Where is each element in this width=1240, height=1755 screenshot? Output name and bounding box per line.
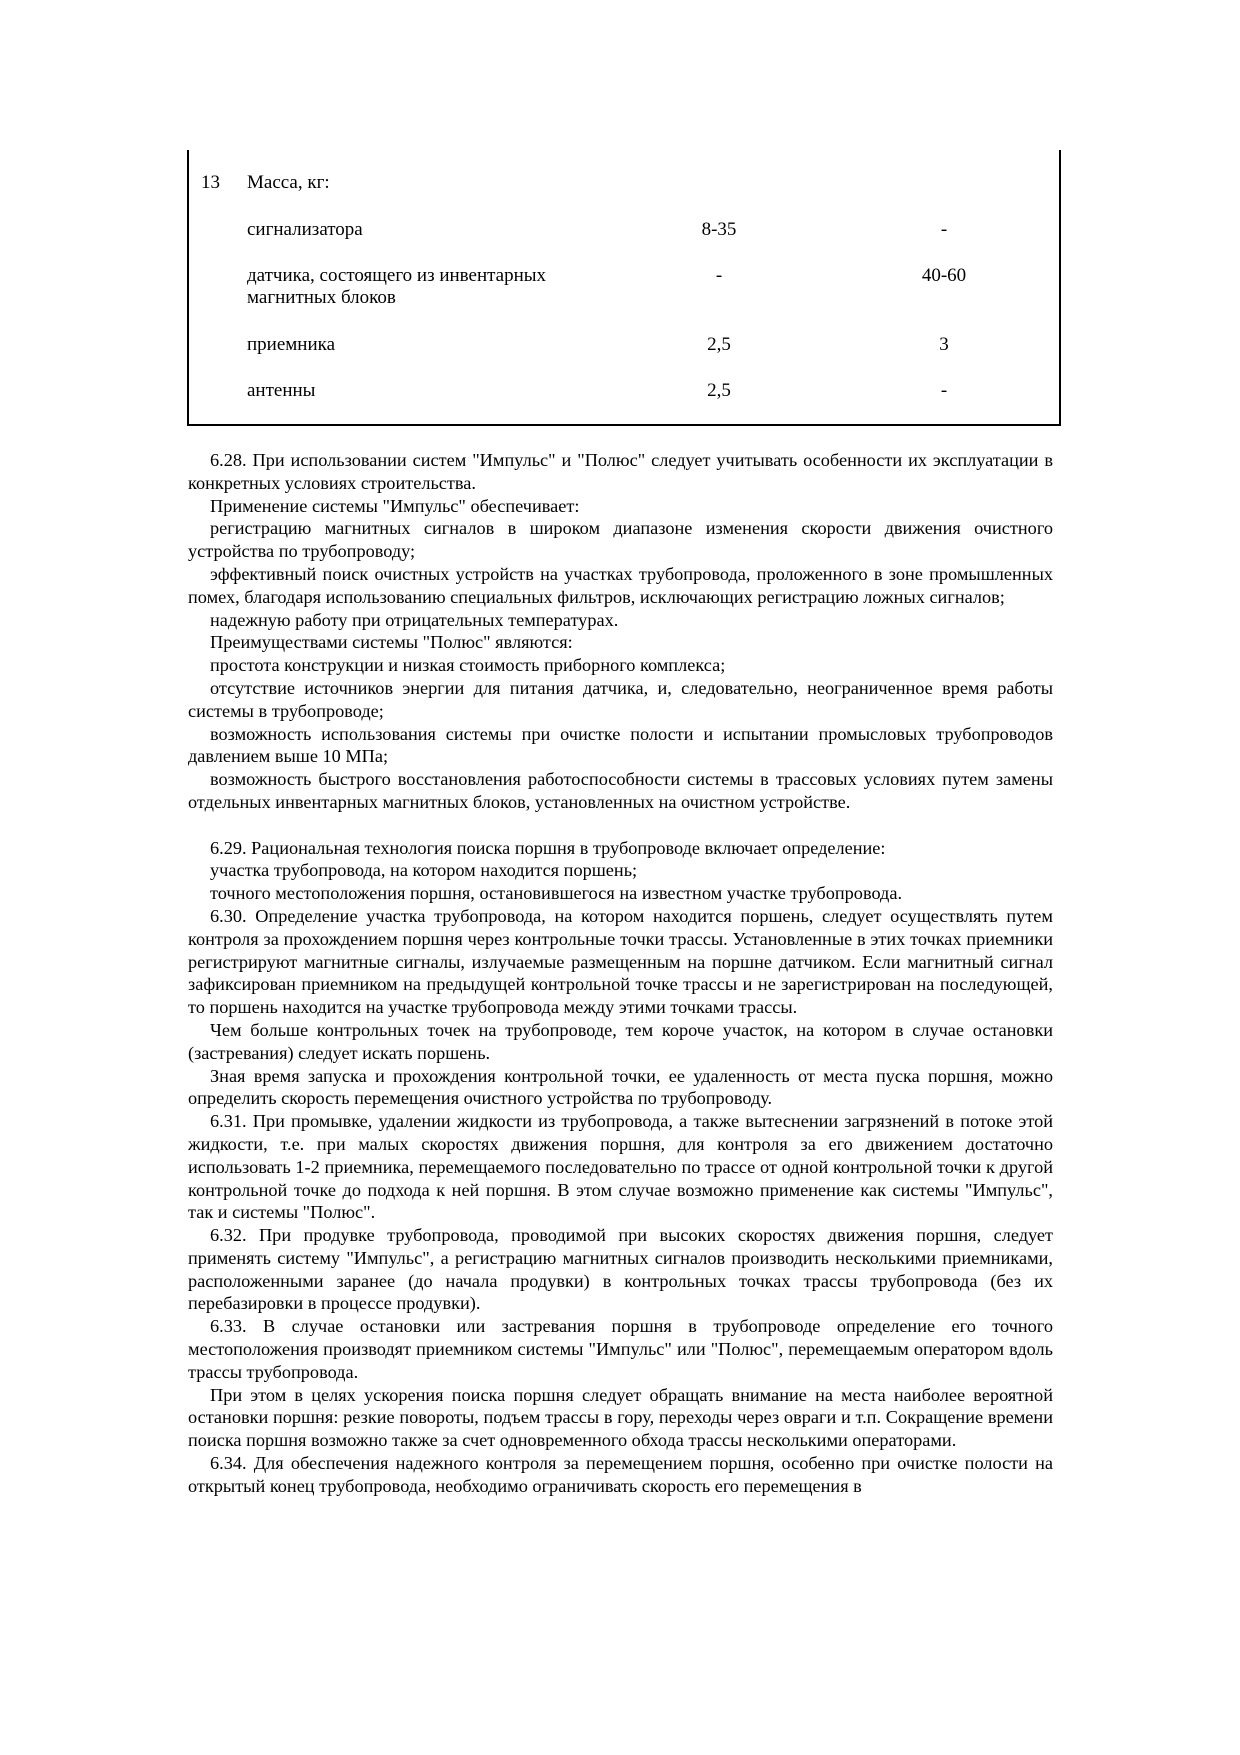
impuls-value: 2,5 — [707, 334, 731, 355]
paragraph: надежную работу при отрицательных температурах. — [210, 609, 619, 630]
polyus-value: - — [940, 219, 948, 240]
paragraph: 6.34. Для обеспечения надежного контроля за перемещением поршня, особенно при очистке полости на открытый конец трубопровода, необходимо ограничивать скорость его перемещения в — [188, 1453, 1053, 1496]
polyus-value: 3 — [939, 334, 949, 355]
paragraph: эффективный поиск очистных устройств на участках трубопровода, проложенного в зоне промышленных помех, благодаря использованию специальных фильтров, исключающих регистрацию ложных сигналов; — [188, 563, 1053, 607]
paragraph: участка трубопровода, на котором находится поршень; — [210, 860, 638, 881]
row-number: 13 — [201, 172, 220, 193]
paragraph: простота конструкции и низкая стоимость приборного комплекса; — [210, 655, 726, 676]
paragraph: возможность быстрого восстановления работоспособности системы в трассовых условиях путем замены отдельных инвентарных магнитных блоков, установленных на очистном устройстве. — [188, 769, 1053, 812]
polyus-value: 40-60 — [921, 265, 967, 286]
paragraph: точного местоположения поршня, остановившегося на известном участке трубопровода. — [210, 883, 903, 904]
paragraph: 6.31. При промывке, удалении жидкости из трубопровода, а также вытеснении загрязнений в потоке этой жидкости, т.е. при малых скоростях движения поршня, для контроля за его движением достаточно использовать 1-2 приемника, перемещаемого последовательно по трассе от одной контрольной точки к другой контрольной точке до подхода к ней поршня. В этом случае возможно применение как системы "Импульс", так и системы "Полюс". — [188, 1111, 1053, 1223]
polyus-value: - — [940, 380, 948, 401]
paragraph: Применение системы "Импульс" обеспечивает: — [210, 495, 580, 516]
impuls-value: - — [715, 265, 723, 286]
paragraph: регистрацию магнитных сигналов в широком диапазоне изменения скорости движения очистного устройства по трубопроводу; — [188, 518, 1053, 562]
mass-table — [187, 150, 1061, 426]
row-name: приемника — [247, 334, 336, 355]
row-name: антенны — [247, 380, 316, 401]
paragraph: возможность использования системы при очистке полости и испытании промысловых трубопроводов давлением выше 10 МПа; — [188, 723, 1053, 767]
paragraph-gap — [188, 814, 1053, 837]
row-name: датчика, состоящего из инвентарных магнитных блоков — [247, 265, 547, 308]
paragraph: отсутствие источников энергии для питания датчика, и, следовательно, неограниченное время работы системы в трубопроводе; — [188, 677, 1053, 721]
paragraph: 6.32. При продувке трубопровода, проводимой при высоких скоростях движения поршня, следует применять систему "Импульс", а регистрацию магнитных сигналов производить несколькими приемниками, расположенными заранее (до начала продувки) в контрольных точках трассы трубопровода (без их перебазировки в процессе продувки). — [188, 1225, 1053, 1314]
paragraph: Преимуществами системы "Полюс" являются: — [210, 632, 573, 653]
paragraph: При этом в целях ускорения поиска поршня следует обращать внимание на места наиболее вероятной остановки поршня: резкие повороты, подъем трассы в гору, переходы через овраги и т.п. Сокращение времени поиска поршня возможно также за счет одновременного обхода трассы несколькими операторами. — [188, 1384, 1053, 1451]
paragraph: 6.29. Рациональная технология поиска поршня в трубопроводе включает определение: — [210, 837, 886, 858]
impuls-value: 8-35 — [701, 219, 737, 240]
row-name: Масса, кг: — [247, 172, 330, 193]
paragraph: 6.30. Определение участка трубопровода, на котором находится поршень, следует осуществлять путем контроля за прохождением поршня через контрольные точки трассы. Установленные в этих точках приемники регистрируют магнитные сигналы, излучаемые размещенным на поршне датчиком. Если магнитный сигнал зафиксирован приемником на предыдущей контрольной точке трассы и не зарегистрирован на последующей, то поршень находится на участке трубопровода между этими точками трассы. — [188, 905, 1053, 1018]
document-body — [188, 449, 1053, 1498]
paragraph: 6.28. При использовании систем "Импульс" и "Полюс" следует учитывать особенности их эксплуатации в конкретных условиях строительства. — [188, 450, 1053, 493]
paragraph: 6.33. В случае остановки или застревания поршня в трубопроводе определение его точного местоположения производят приемником системы "Импульс" или "Полюс", перемещаемым оператором вдоль трассы трубопровода. — [188, 1316, 1053, 1382]
row-name: сигнализатора — [247, 219, 363, 240]
paragraph: Зная время запуска и прохождения контрольной точки, ее удаленность от места пуска поршня, можно определить скорость перемещения очистного устройства по трубопроводу. — [188, 1065, 1053, 1109]
paragraph: Чем больше контрольных точек на трубопроводе, тем короче участок, на котором в случае остановки (застревания) следует искать поршень. — [188, 1019, 1053, 1063]
impuls-value: 2,5 — [707, 380, 731, 401]
